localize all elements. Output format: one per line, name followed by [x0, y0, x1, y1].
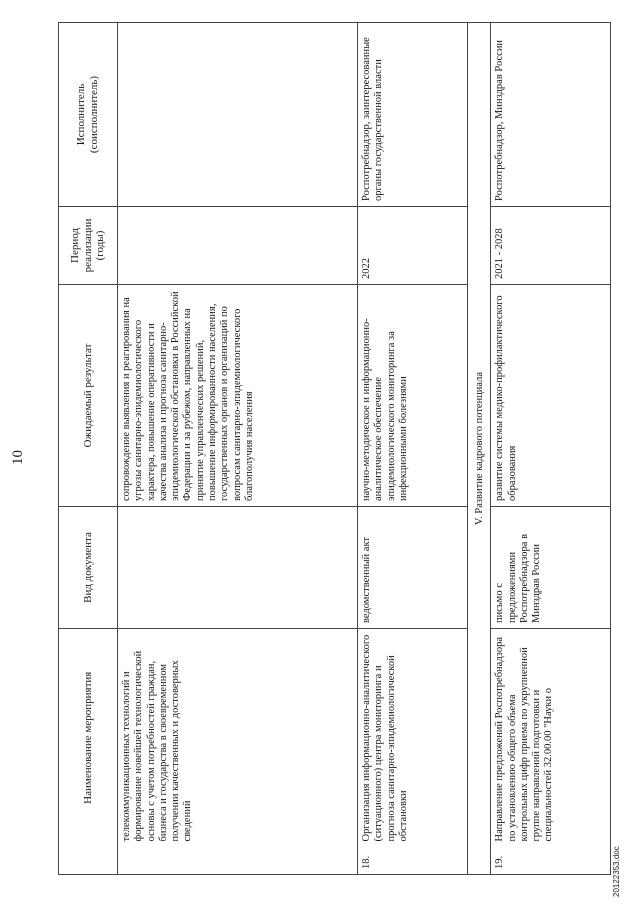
executor: Роспотребнадзор, заинтересованные органы государственной власти [358, 23, 468, 207]
expected-result: научно-методическое и информационно-аналитическое обеспечение эпидемиологического мониторинга за инфекционными болезнями [358, 285, 468, 507]
measure-name: телекоммуникационных технологий и формирование новейшей технологической основы с учетом потребностей граждан, бизнеса и государства в своевременном получении качественных и достоверных сведений [118, 629, 358, 847]
period: 2022 [358, 207, 468, 285]
expected-result: развитие системы медико-профилактического образования [491, 285, 611, 507]
header-document-type: Вид документа [59, 507, 118, 629]
header-executor: Исполнитель (соисполнитель) [59, 23, 118, 207]
row-number: 19. [491, 847, 611, 875]
page-number: 10 [10, 450, 26, 465]
table-row [118, 23, 358, 875]
executor: Роспотребнадзор, Минздрав России [491, 23, 611, 207]
row-number: 18. [358, 847, 468, 875]
header-measure-name: Наименование мероприятия [59, 629, 118, 847]
table-row [358, 23, 468, 875]
document-reference: 20122353.doc [612, 846, 621, 897]
table-header-row [59, 23, 118, 875]
period: 2021 - 2028 [491, 207, 611, 285]
expected-result: сопровождение выявления и реагирования на угрозы санитарно-эпидемиологического характера, повышение оперативности и качества анализа и прогноза санитарно-эпидемиологической обстановки в Российской Федерации и за рубежом, направленных на принятие управленческих решений, повышение информированности населения, государственных органов и организаций по вопросам санитарно-эпидемиологического благополучия населения [118, 285, 358, 507]
header-period: Период реализации (годы) [59, 207, 118, 285]
period [118, 207, 358, 285]
document-type [118, 507, 358, 629]
measure-name: Организация информационно-аналитического (ситуационного) центра мониторинга и прогноза санитарно-эпидемиологической обстановки [358, 629, 468, 847]
executor [118, 23, 358, 207]
document-type: письмо с предложениями Роспотребнадзора в Минздрав России [491, 507, 611, 629]
section-heading: V. Развитие кадрового потенциала [468, 23, 491, 875]
measure-name: Направление предложений Роспотребнадзора по установлению общего объема контрольных цифр приема по укрупненной группе направлений подготовки и специальностей 32.00.00 "Науки о [491, 629, 611, 847]
header-expected-result: Ожидаемый результат [59, 285, 118, 507]
document-type: ведомственный акт [358, 507, 468, 629]
table-row [491, 23, 611, 875]
row-number [118, 847, 358, 875]
header-number [59, 847, 118, 875]
measures-table [58, 22, 611, 875]
section-heading-row [468, 23, 491, 875]
